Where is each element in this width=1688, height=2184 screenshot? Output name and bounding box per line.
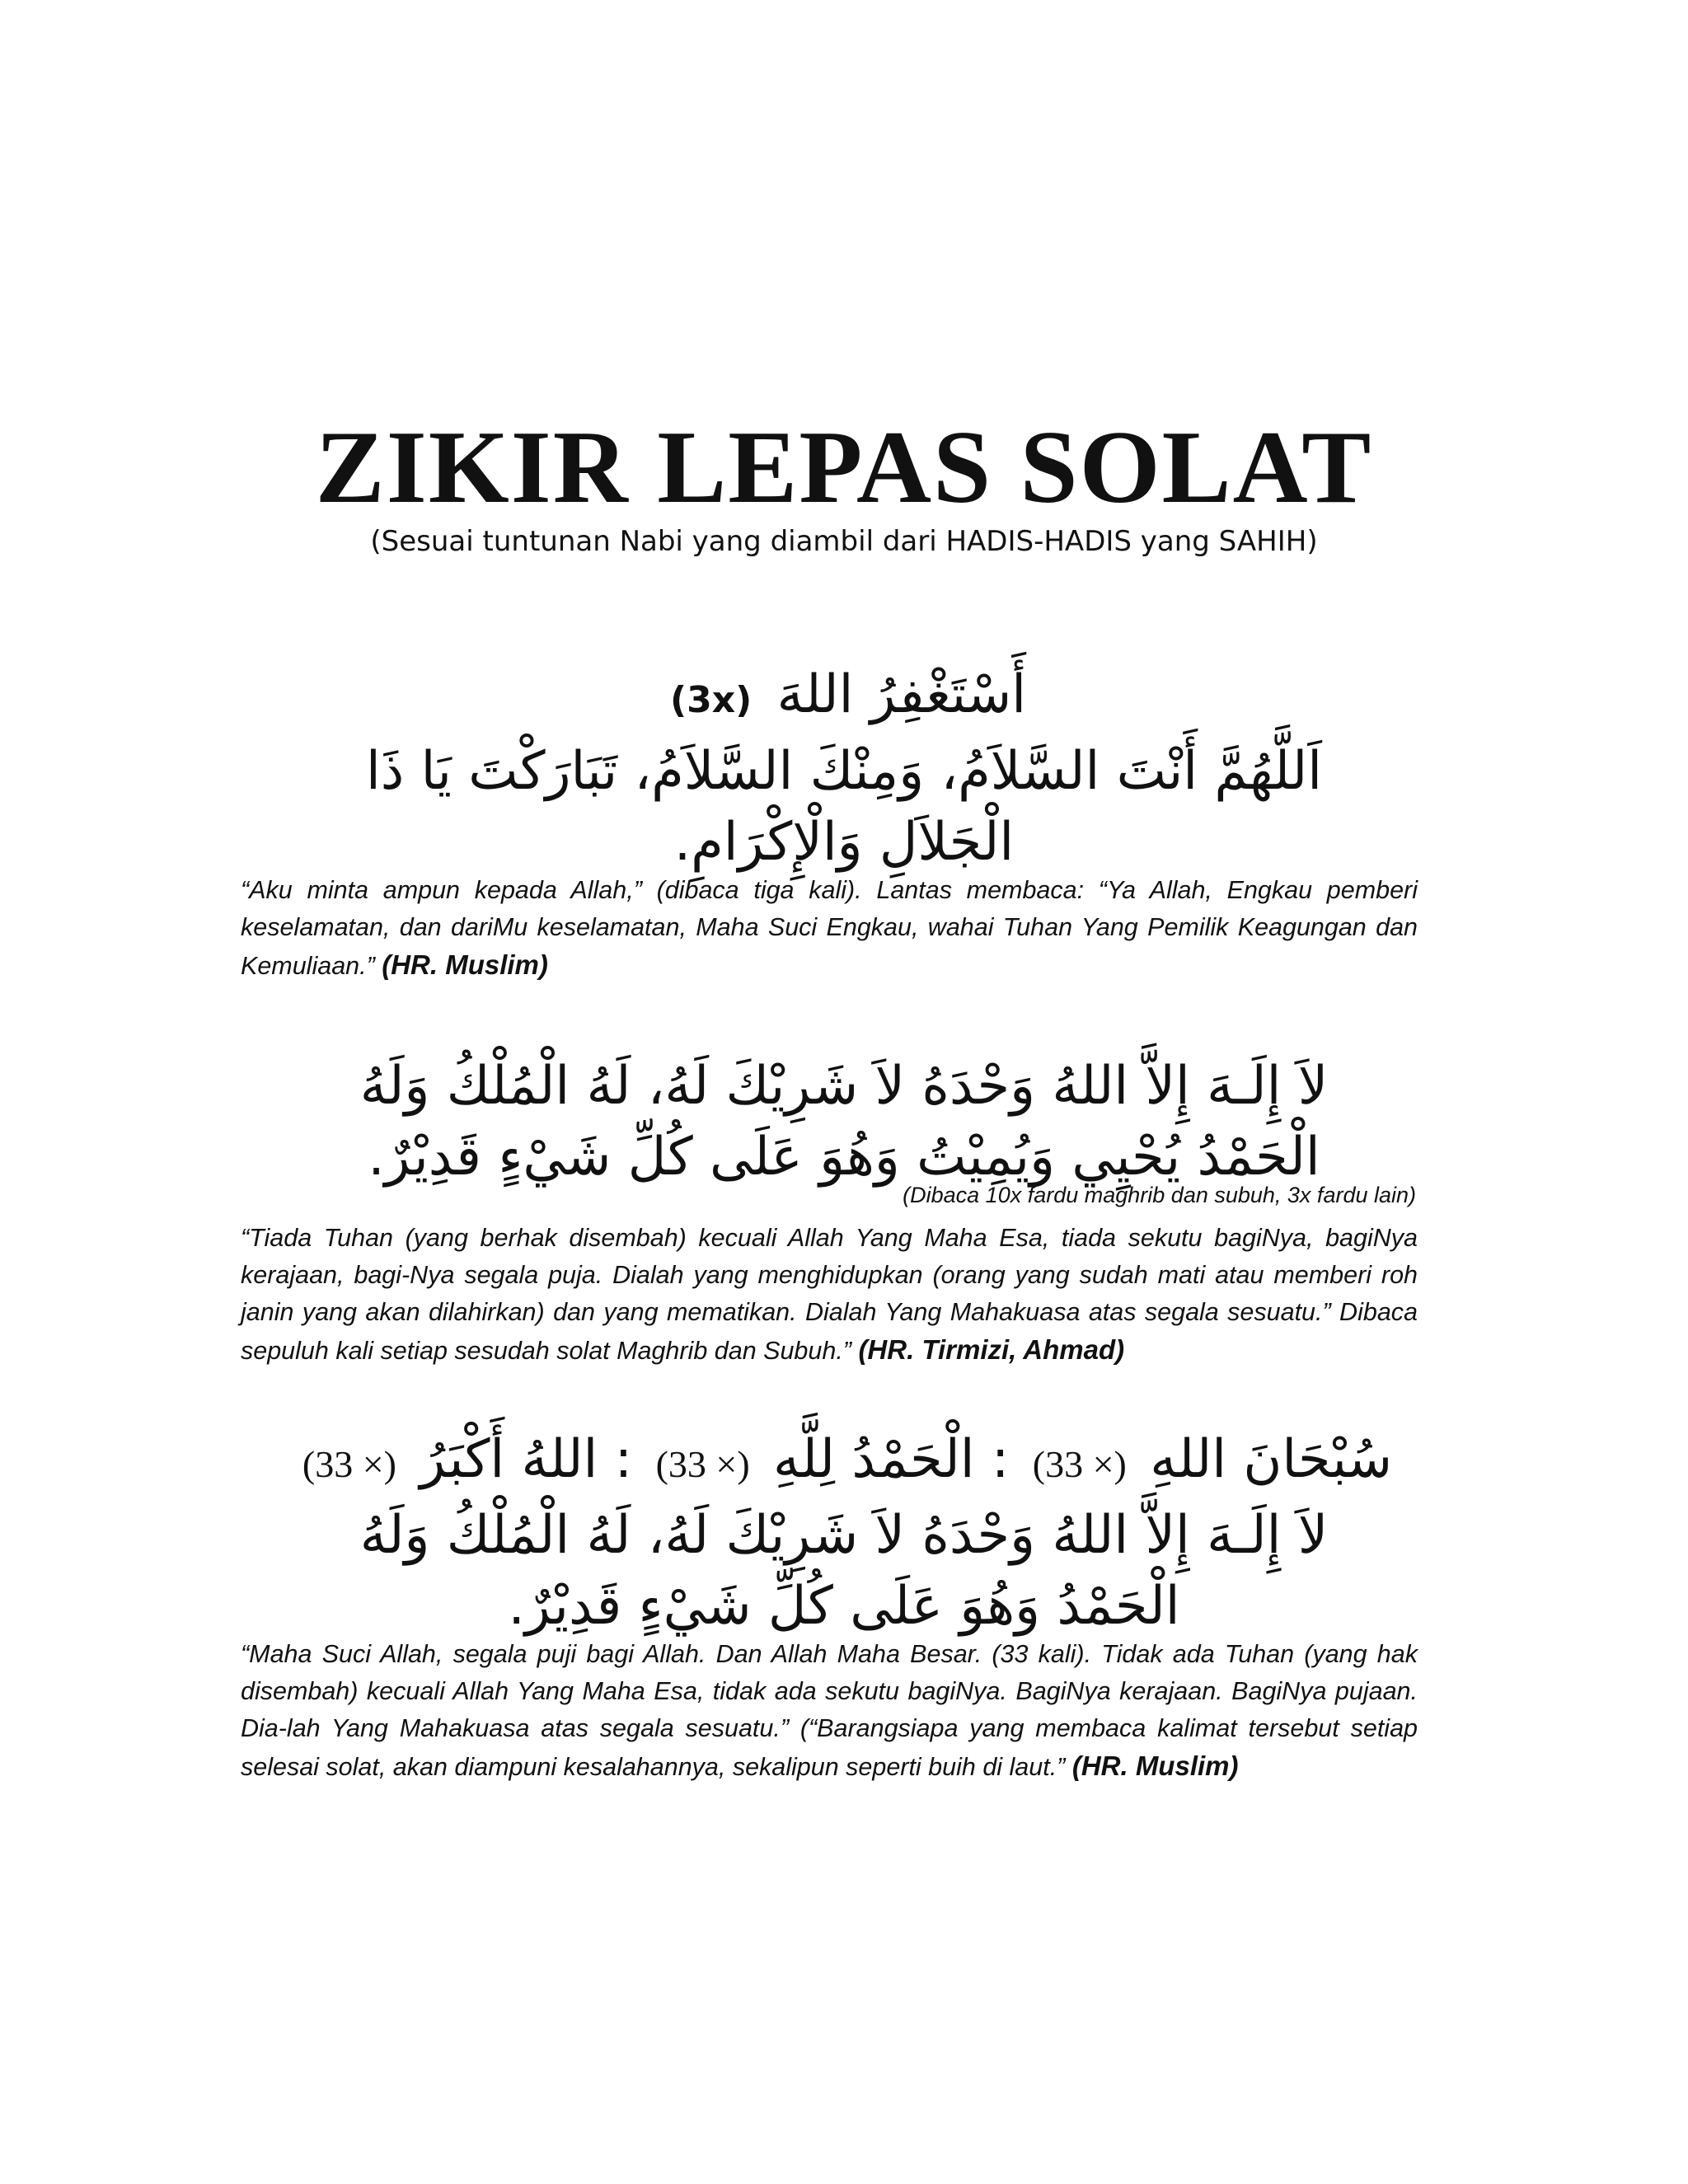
arabic-line: الْحَمْدُ يُحْيِي وَيُمِيْتُ وَهُوَ عَلَى كُلِّ شَيْءٍ قَدِيْرٌ. xyxy=(368,1127,1320,1188)
section-1-arabic xyxy=(247,659,1441,878)
section-2-note: (Dibaca 10x fardu maghrib dan subuh, 3x fardu lain) xyxy=(903,1183,1416,1207)
section-3-translation xyxy=(241,1636,1418,1786)
arabic-line xyxy=(247,659,1441,736)
arabic-line: الْحَمْدُ وَهُوَ عَلَى كُلِّ شَيْءٍ قَدِيْرٌ. xyxy=(508,1576,1180,1637)
section-1-translation xyxy=(241,872,1418,985)
arabic-text: أَسْتَغْفِرُ اللهَ xyxy=(776,664,1026,725)
tasbih-line xyxy=(247,1424,1441,1500)
page-title: ZIKIR LEPAS SOLAT xyxy=(315,410,1373,525)
tasbih-count: (33 ×) xyxy=(302,1443,396,1485)
tasbih-separator: : xyxy=(991,1429,1010,1490)
page-subtitle: (Sesuai tuntunan Nabi yang diambil dari HADIS-HADIS yang SAHIH) xyxy=(370,525,1318,558)
repeat-count: (3x) xyxy=(670,679,753,721)
hadith-source: (HR. Muslim) xyxy=(382,949,548,980)
arabic-line: الْجَلاَلِ وَالْإِكْرَامِ. xyxy=(673,812,1015,873)
tasbih-allahuakbar: اللهُ أَكْبَرُ xyxy=(420,1429,598,1490)
repeat-count-value: 3x xyxy=(687,679,736,721)
arabic-line: لاَ إِلَـهَ إِلاَّ اللهُ وَحْدَهُ لاَ شَرِيْكَ لَهُ، لَهُ الْمُلْكُ وَلَهُ xyxy=(359,1056,1329,1117)
tasbih-count: (33 ×) xyxy=(1032,1443,1127,1485)
tasbih-count: (33 ×) xyxy=(655,1443,750,1485)
hadith-source: (HR. Tirmizi, Ahmad) xyxy=(858,1334,1125,1365)
arabic-line: اَللَّهُمَّ أَنْتَ السَّلاَمُ، وَمِنْكَ السَّلاَمُ، تَبَارَكْتَ يَا ذَا xyxy=(366,741,1322,802)
arabic-line: لاَ إِلَـهَ إِلاَّ اللهُ وَحْدَهُ لاَ شَرِيْكَ لَهُ، لَهُ الْمُلْكُ وَلَهُ xyxy=(359,1505,1329,1566)
section-2-translation xyxy=(241,1220,1418,1370)
tasbih-alhamdulillah: الْحَمْدُ لِلَّهِ xyxy=(773,1429,975,1490)
tasbih-separator: : xyxy=(614,1429,633,1490)
section-2-arabic xyxy=(247,1051,1441,1193)
translation-text: “Aku minta ampun kepada Allah,” (dibaca tiga kali). Lantas membaca: “Ya Allah, Engkau pemberi keselamatan, dan dariMu keselamatan, Maha Suci Engkau, wahai Tuhan Yang Pemilik Keagungan dan Kemuliaan.” xyxy=(241,876,1418,980)
translation-text: “Maha Suci Allah, segala puji bagi Allah. Dan Allah Maha Besar. (33 kali). Tidak ada Tuhan (yang hak disembah) kecuali Allah Yang Maha Esa, tidak ada sekutu bagiNya. BagiNya kerajaan. BagiNya pujaan. Dia-lah Yang Mahakuasa atas segala sesuatu.” (“Barangsiapa yang membaca kalimat tersebut setiap selesai solat, akan diampuni kesalahannya, sekalipun seperti buih di laut.” xyxy=(241,1640,1418,1781)
hadith-source: (HR. Muslim) xyxy=(1071,1750,1239,1781)
translation-text: “Tiada Tuhan (yang berhak disembah) kecuali Allah Yang Maha Esa, tiada sekutu bagiNya, bagiNya kerajaan, bagi-Nya segala puja. Dialah yang menghidupkan (orang yang sudah mati atau memberi roh janin yang akan dilahirkan) dan yang mematikan. Dialah Yang Mahakuasa atas segala sesuatu.” Dibaca sepuluh kali setiap sesudah solat Maghrib dan Subuh.” xyxy=(241,1224,1418,1365)
section-3-arabic xyxy=(247,1424,1441,1642)
tasbih-subhanallah: سُبْحَانَ اللهِ xyxy=(1150,1429,1393,1490)
